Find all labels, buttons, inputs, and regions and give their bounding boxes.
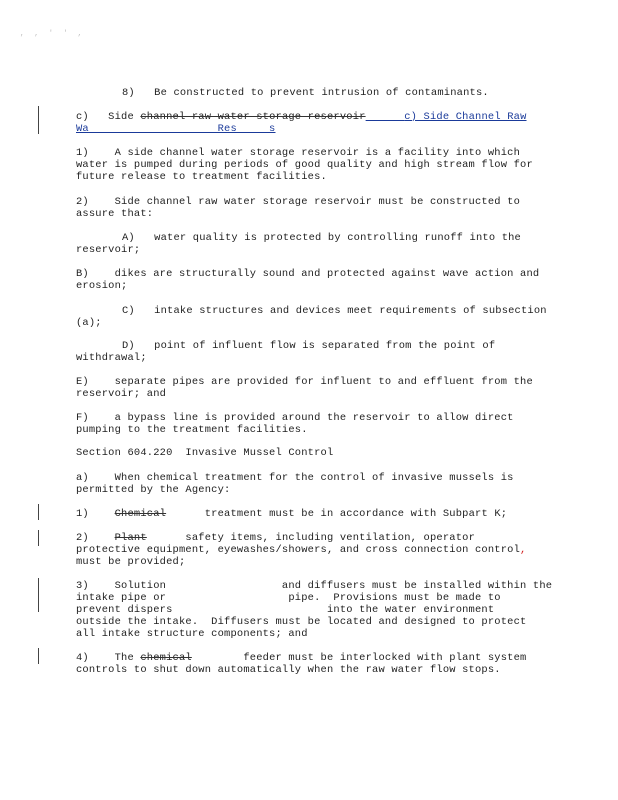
subsection-c-underline-gap bbox=[366, 111, 405, 123]
section-item-1 bbox=[76, 508, 507, 520]
item-F: pumping to the treatment facilities. bbox=[76, 424, 308, 436]
page-scan-specks: , , ' ' , bbox=[20, 30, 85, 38]
item-C: C) intake structures and devices meet requirements of subsection bbox=[122, 305, 547, 317]
item-B: erosion; bbox=[76, 280, 128, 292]
item-C: (a); bbox=[76, 317, 102, 329]
item-A: reservoir; bbox=[76, 244, 141, 256]
item-F: F) a bypass line is provided around the reservoir to allow direct bbox=[76, 412, 514, 424]
deleted-text: Chemical bbox=[114, 508, 167, 520]
item-8: 8) Be constructed to prevent intrusion of contaminants. bbox=[122, 87, 489, 99]
section-item-3: all intake structure components; and bbox=[76, 628, 308, 640]
section-item-4 bbox=[76, 652, 526, 664]
section-item-2 bbox=[76, 544, 526, 556]
item-B: B) dikes are structurally sound and protected against wave action and bbox=[76, 268, 540, 280]
item-text: feeder must be interlocked with plant system bbox=[191, 652, 527, 664]
item-D: withdrawal; bbox=[76, 352, 147, 364]
section-item-4: controls to shut down automatically when the raw water flow stops. bbox=[76, 664, 501, 676]
section-subsection-a: permitted by the Agency: bbox=[76, 484, 231, 496]
inserted-punctuation: , bbox=[520, 544, 527, 556]
subsection-c-heading bbox=[76, 111, 527, 123]
section-heading: Section 604.220 Invasive Mussel Control bbox=[76, 447, 334, 459]
item-text: safety items, including ventilation, operator bbox=[146, 532, 476, 544]
revision-bar bbox=[38, 578, 39, 612]
section-item-3: 3) Solution and diffusers must be installed within the bbox=[76, 580, 553, 592]
paragraph-1: 1) A side channel water storage reservoir is a facility into which bbox=[76, 147, 521, 159]
deleted-text: chemical bbox=[140, 652, 192, 664]
subsection-c-deleted-text: channel raw water storage reservoir bbox=[140, 111, 366, 123]
paragraph-2: 2) Side channel raw water storage reservoir must be constructed to bbox=[76, 196, 521, 208]
revision-bar bbox=[38, 530, 39, 546]
subsection-c-inserted-text: c) Side Channel Raw bbox=[404, 111, 527, 123]
item-number: 4) The bbox=[76, 652, 141, 664]
item-A: A) water quality is protected by controlling runoff into the bbox=[122, 232, 521, 244]
item-text: treatment must be in accordance with Subpart K; bbox=[166, 508, 508, 520]
section-item-2 bbox=[76, 532, 475, 544]
section-item-3: intake pipe or pipe. Provisions must be made to bbox=[76, 592, 501, 604]
paragraph-1: future release to treatment facilities. bbox=[76, 171, 327, 183]
item-number: 1) bbox=[76, 508, 115, 520]
item-text: protective equipment, eyewashes/showers, and cross connection control bbox=[76, 544, 521, 556]
subsection-c-label: c) Side bbox=[76, 111, 141, 123]
paragraph-2: assure that: bbox=[76, 208, 154, 220]
item-number: 2) bbox=[76, 532, 115, 544]
item-E: E) separate pipes are provided for influent to and effluent from the bbox=[76, 376, 533, 388]
item-E: reservoir; and bbox=[76, 388, 167, 400]
revision-bar bbox=[38, 504, 39, 520]
section-item-3: outside the intake. Diffusers must be located and designed to protect bbox=[76, 616, 527, 628]
item-D: D) point of influent flow is separated from the point of bbox=[122, 340, 496, 352]
paragraph-1: water is pumped during periods of good quality and high stream flow for bbox=[76, 159, 533, 171]
section-subsection-a: a) When chemical treatment for the control of invasive mussels is bbox=[76, 472, 514, 484]
revision-bar bbox=[38, 648, 39, 664]
revision-bar bbox=[38, 106, 39, 134]
subsection-c-inserted-text-line2: Wa Res s bbox=[76, 123, 276, 135]
section-item-3: prevent dispers into the water environment bbox=[76, 604, 495, 616]
section-item-2: must be provided; bbox=[76, 556, 186, 568]
deleted-text: Plant bbox=[114, 532, 147, 544]
